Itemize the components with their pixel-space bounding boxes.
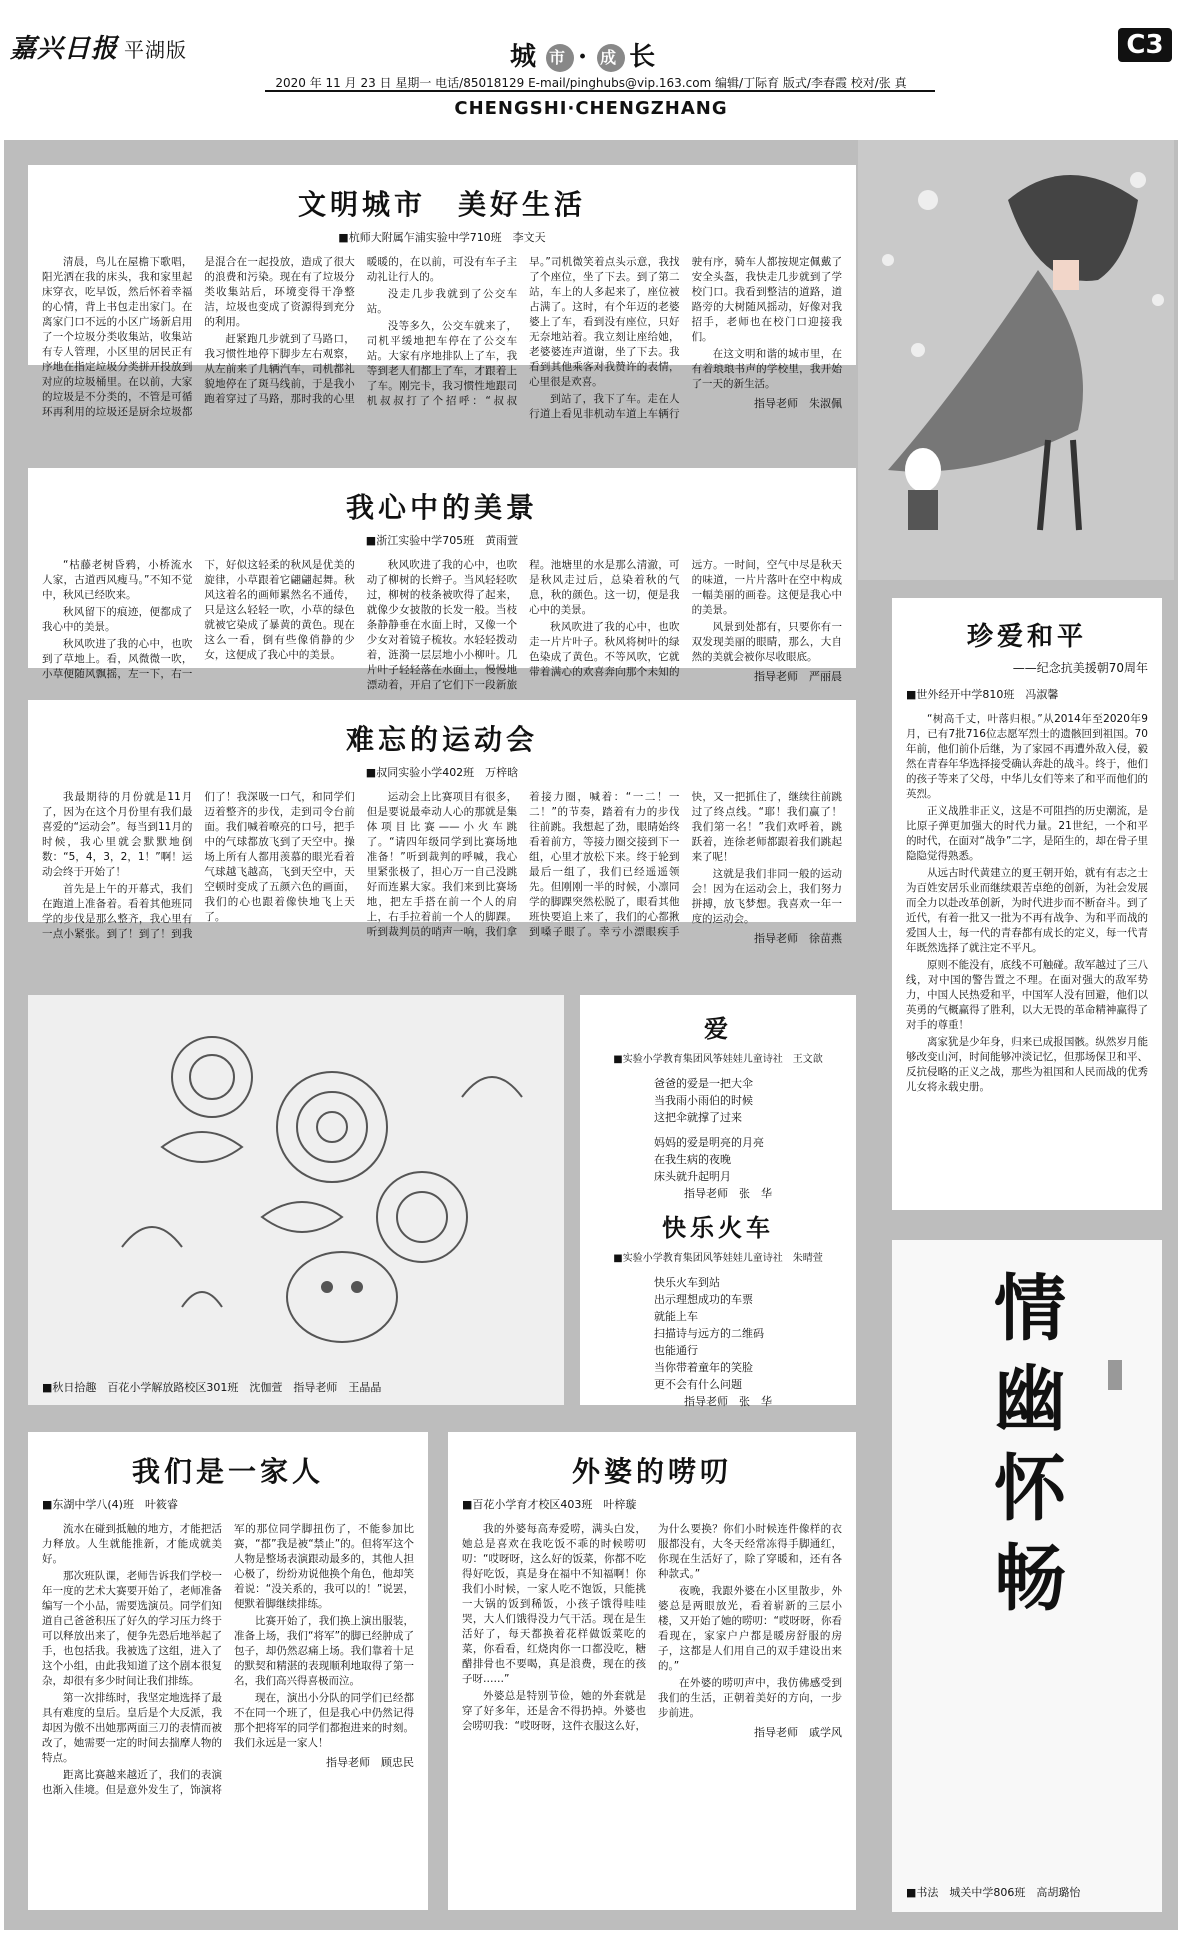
section-char-dot: 市 bbox=[546, 44, 574, 72]
article-title: 文明城市 美好生活 bbox=[297, 188, 586, 221]
article-grandma-nagging bbox=[448, 1432, 856, 1910]
paragraph: 外婆总是特别节俭，她的外套就是穿了好多年，还是舍不得扔掉。外婆也会唠叨我：“哎呀呀，这件衣服这么好，为什么要换？你们小时候连件像样的衣服都没有，大冬天经常冻得手脚通红，你现在生活好了，除了穿暖和，还有各种款式。” bbox=[462, 1523, 842, 1732]
paragraph: 离家犹是少年身，归来已成报国骸。纵然岁月能够改变山河，时间能够冲淡记忆，但那场保卫和平、反抗侵略的正义之战，那些为祖国和人民而战的优秀儿女将永载史册。 bbox=[906, 1036, 1148, 1093]
paragraph: 正义战胜非正义，这是不可阻挡的历史潮流，是比原子弹更加强大的时代力量。21世纪，一个和平的时代，在面对“战争”二字，是陌生的，却在骨子里隐隐觉得熟悉。 bbox=[906, 805, 1148, 862]
poem-line: 出示理想成功的车票 bbox=[654, 1293, 753, 1306]
poem-line: 也能通行 bbox=[654, 1344, 698, 1357]
article-cherish-peace bbox=[892, 598, 1162, 1210]
teacher-credit: 指导老师 戚学风 bbox=[754, 1726, 842, 1739]
section-char: 城 bbox=[510, 42, 543, 72]
paragraph: 从远古时代黄建立的夏王朝开始，就有有志之士为百姓安居乐业而继续艰苦卓绝的创新，为社会发展而全力以赴改革创新，为时代进步而不断奋斗。到了近代，有着一批又一批为不再有战争、为和平而战的爱国人士，每一代的青春都有成长的定义，每一代青年既然选择了就注定不平凡。 bbox=[906, 867, 1148, 954]
section-char-dot: 成 bbox=[597, 44, 625, 72]
poem-line: 更不会有什么问题 bbox=[654, 1378, 742, 1391]
teacher-credit: 指导老师 徐苗燕 bbox=[753, 932, 842, 945]
article-title: 难忘的运动会 bbox=[345, 723, 538, 756]
dateline: 2020 年 11 月 23 日 星期一 电话/85018129 E-mail/pinghubs@vip.163.com 编辑/丁际育 版式/李春霞 校对/张 真 bbox=[275, 76, 907, 90]
paragraph: 在这文明和谐的城市里，在有着琅琅书声的学校里，我开始了一天的新生活。 bbox=[691, 348, 842, 390]
calligraphy-artwork: 情幽怀畅 bbox=[982, 1270, 1067, 1630]
poem-panel bbox=[580, 995, 856, 1408]
brand-name: 嘉兴日报 bbox=[10, 34, 119, 64]
paragraph: 距离比赛越来越近了，我们的表演也渐入佳境。但是意外发生了，饰演将军的那位同学脚扭伤了，不能参加比赛，“都”我是被“禁止”的。但将军这个人物是整场表演跟动最多的，其他人担心极了，纷纷劝说他换个角色，他却笑着说：“没关系的，我可以的！”说罢，便默着脚继续排练。 bbox=[42, 1523, 414, 1796]
article-body bbox=[42, 1522, 414, 1798]
paragraph: “枯藤老树昏鸦，小桥流水人家，古道西风瘦马。”不知不觉中，秋风已经吹来。 bbox=[42, 559, 193, 601]
paragraph: 夜晚，我跟外婆在小区里散步，外婆总是两眼放光，看着崭新的三层小楼，又开始了她的唠叨：“哎呀呀，你看看现在，家家户户都是暖房舒服的房子，这都是人们用自己的双手建设出来的。” bbox=[658, 1585, 842, 1672]
article-body bbox=[42, 790, 842, 946]
teacher-credit: 指导老师 张 华 bbox=[684, 1187, 772, 1200]
calligraphy-caption: ■书法 城关中学806班 高胡璐怡 bbox=[906, 1886, 1081, 1899]
article-byline: ■东湖中学八(4)班 叶筱睿 bbox=[42, 1498, 178, 1511]
article-byline: ■百花小学育才校区403班 叶梓璇 bbox=[462, 1498, 637, 1511]
paragraph: “树高千丈，叶落归根。”从2014年至2020年9月，已有7批716位志愿军烈士的遗骸回到祖国。70年前，他们前仆后继，为了家园不再遭外敌入侵，毅然在青春年华选择接受确认奔赴的战斗。终于，他们的孩子等来了父母，中华儿女们等来了和平而他们的英烈。 bbox=[906, 713, 1148, 800]
article-subtitle: ——纪念抗美援朝70周年 bbox=[1012, 661, 1148, 675]
poem-line: 当我雨小雨伯的时候 bbox=[654, 1094, 753, 1107]
paragraph: 没走几步我就到了公交车站。 bbox=[366, 288, 518, 315]
section-title: 城 市 · 成 长 bbox=[510, 42, 662, 72]
masthead bbox=[0, 0, 1182, 120]
paragraph: 清晨，鸟儿在屋檐下歌唱，阳光洒在我的床头，我和家里起床穿衣，吃早饭，然后怀着幸福的心情，背上书包走出家门。在离家门口不远的小区广场新启用了一个垃圾分类收集站，收集站有专人管理，小区里的居民正有序地在指定垃圾分类拼开投放到对应的垃圾桶里。在以前，大家的垃圾是不分类的，不管是可循环再利用的垃圾还是厨余垃圾都是混合在一起投放，造成了很大的浪费和污染。现在有了垃圾分类收集站后，环境变得干净整洁，垃圾也变成了资源得到充分的利用。 bbox=[42, 256, 355, 418]
paragraph: 赶紧跑几步就到了马路口，我习惯性地停下脚步左右观察，从左前来了几辆汽车，司机都礼貌地停在了斑马线前，于是我小跑着穿过了马路，那时我的心里暖暖的，在以前，可没有车子主动礼让行人的。 bbox=[204, 256, 518, 405]
calligraphy-panel bbox=[892, 1240, 1162, 1912]
edition-name: 平湖版 bbox=[124, 38, 188, 62]
paragraph: 那次班队课，老师告诉我们学校一年一度的艺术大赛要开始了，老师准备编写一个小品，需要选演员。同学们知道自己爸爸积压了好久的学习压力终于可以释放出来了，便争先恐后地举起了手，也包括我。我被选了这组，进入了这个小组，由此我知道了这个剧本很复杂，却很有多少时间让我们排练。 bbox=[42, 1570, 222, 1687]
article-beautiful-scenery bbox=[28, 468, 856, 691]
article-body bbox=[42, 558, 842, 693]
flower-drawing-icon bbox=[42, 1007, 550, 1367]
poem-line: 扫描诗与远方的二维码 bbox=[654, 1327, 764, 1340]
poem-line: 在我生病的夜晚 bbox=[654, 1153, 731, 1166]
paragraph: 秋风留下的痕迹，便都成了我心中的美景。 bbox=[42, 606, 193, 633]
poem-byline: ■实验小学教育集团风筝娃娃儿童诗社 王文歆 bbox=[613, 1054, 823, 1065]
article-title: 我心中的美景 bbox=[345, 491, 538, 524]
drawing-caption: ■秋日拾趣 百花小学解放路校区301班 沈伽萱 指导老师 王晶晶 bbox=[42, 1381, 382, 1394]
newspaper-brand bbox=[10, 28, 187, 65]
poem-stanza-gap bbox=[654, 1126, 842, 1134]
article-title: 外婆的唠叨 bbox=[571, 1455, 732, 1488]
teacher-credit: 指导老师 张 华 bbox=[684, 1395, 772, 1408]
paragraph: 首先是上午的开幕式，我们在跑道上准备着。看着其他班同学的步伐是那么整齐，我心里有一点小紧张。到了！到了！到我们了！我深吸一口气，和同学们迈着整齐的步伐，走到司令台前面。我们喊着嘹亮的口号，把手中的气球都放飞到了天空中。操场上所有人都用羡慕的眼光看着气球越飞越高，飞到天空中，天空顿时变成了五颜六色的画面，我们的心也跟着像快地飞上天了。 bbox=[42, 791, 355, 940]
poem-title: 爱 bbox=[704, 1014, 732, 1043]
teacher-credit: 指导老师 顾忠民 bbox=[326, 1756, 414, 1769]
paragraph: 流水在碰到抵触的地方，才能把活力释放。人生就能推新，才能成就美好。 bbox=[42, 1523, 222, 1565]
paragraph: 我最期待的月份就是11月了，因为在这个月份里有我们最喜爱的“运动会”。每当到11月的时候，我心里就会默默地倒数：“5，4，3，2，1！”啊！运动会终于开始了！ bbox=[42, 791, 193, 878]
article-byline: ■叔同实验小学402班 万梓晗 bbox=[365, 766, 519, 779]
article-byline: ■浙江实验中学705班 黄雨萱 bbox=[365, 534, 519, 547]
teacher-credit: 指导老师 严丽晨 bbox=[753, 670, 842, 683]
article-one-family bbox=[28, 1432, 428, 1910]
paragraph: 在外婆的唠叨声中，我仿佛感受到我们的生活，正朝着美好的方向，一步步前进。 bbox=[658, 1677, 842, 1719]
article-title: 我们是一家人 bbox=[131, 1455, 324, 1488]
paragraph: 比赛开始了，我们换上演出服装，准备上场，我们“将军”的脚已经肿成了包子，却仍然忍痛上场。我们靠着十足的默契和精湛的表现顺利地取得了第一名，我们高兴得喜极而泣。 bbox=[234, 1615, 414, 1687]
article-body bbox=[42, 255, 842, 422]
poem-line: 妈妈的爱是明亮的月亮 bbox=[654, 1136, 764, 1149]
poem-body bbox=[654, 1075, 842, 1202]
paragraph: 第一次排练时，我坚定地选择了最具有难度的皇后。皇后是个大反派，我却因为傲不出她那两面三刀的表情而被改了，她需要一定的时间去揣摩人物的特点。 bbox=[42, 1692, 222, 1764]
article-sports-meet bbox=[28, 700, 856, 945]
poem-line: 就能上车 bbox=[654, 1310, 698, 1323]
header-rule bbox=[265, 90, 935, 92]
paragraph: 秋风吹进了我的心中，也吹动了柳树的长辫子。当风轻轻吹过，柳树的枝条被吹得了起来，就像少女披散的长发一般。当枝条静静垂在水面上时，又像一个少女对着镜子梳妆。水轻轻拨动着，涟漪一层层地小小柳叶。几片叶子轻轻落在水面上，慢慢地漂动着，开启了它们下一段新旅程。池塘里的水是那么清澈，可是秋风走过后，总染着秋的气息，秋的颜色。这一切，便是我心中的美景。 bbox=[366, 559, 680, 691]
poem-line: 床头就升起明月 bbox=[654, 1170, 731, 1183]
page-number: C3 bbox=[1118, 28, 1172, 62]
poem-body bbox=[654, 1274, 842, 1410]
section-char: 长 bbox=[629, 42, 662, 72]
paragraph: 风景到处都有，只要你有一双发现美丽的眼睛，那么，大自然的美就会被你尽收眼底。 bbox=[691, 621, 842, 663]
poem-title: 快乐火车 bbox=[662, 1213, 774, 1242]
article-title: 珍爱和平 bbox=[966, 622, 1087, 652]
paragraph: 秋风吹进了我的心中，也吹到了草地上。看，风微微一吹，小草便随风飘摇，左一下，右一下，好似这轻柔的秋风是优美的旋律，小草跟着它翩翩起舞。秋风这着名的画师累然名不通传，只是这么轻轻一吹，小草的绿色就被它染成了暴黄的黄色。现在这么一看，倒有些像俏静的少女，这便成了我心中的美景。 bbox=[42, 559, 355, 680]
paragraph: 现在，演出小分队的同学们已经都不在同一个班了，但是我心中仍然记得那个把将军的同学们都抱进来的时刻。我们永远是一家人！ bbox=[234, 1692, 414, 1749]
poem-line: 当你带着童年的笑脸 bbox=[654, 1361, 753, 1374]
poem-line: 快乐火车到站 bbox=[654, 1276, 720, 1289]
paragraph: 秋风吹进了我的心中，也吹走一片片叶子。秋风将树叶的绿色染成了黄色。不等风吹，它就带着满心的欢喜奔向那个未知的远方。一时间，空气中尽是秋天的味道，一片片落叶在空中构成一幅美丽的画卷。这便是我心中的美景。 bbox=[529, 559, 842, 678]
poem-byline: ■实验小学教育集团风筝娃娃儿童诗社 朱晴萱 bbox=[613, 1253, 823, 1264]
article-civilized-city bbox=[28, 165, 856, 420]
paragraph: 到站了，我下了车。走在人行道上看见非机动车道上车辆行驶有序，骑车人都按规定佩戴了安全头盔，我快走几步就到了学校门口。我看到整洁的道路，道路旁的大树随风摇动，好像对我招手，老师也在校门口迎接我们。 bbox=[529, 256, 842, 420]
decorative-illustration bbox=[858, 140, 1174, 580]
seal-stamp-icon bbox=[1108, 1360, 1122, 1390]
article-body bbox=[462, 1522, 842, 1740]
drawing-panel bbox=[28, 995, 564, 1405]
teacher-credit: 指导老师 朱淑佩 bbox=[753, 397, 842, 410]
girl-illustration-icon bbox=[858, 140, 1174, 580]
paragraph: 运动会上比赛项目有很多，但是要说最牵动人心的那就是集体项目比赛——小火车跳了。“请四年级同学到比赛场地准备！”听到裁判的呼喊，我心里紧张极了，担心万一自己没跳好而连累大家。我们来到比赛场地，把左手搭在前一个人的肩上，右手拉着前一个人的脚踝。听到裁判员的哨声一响，我们拿着接力圈，喊着：“一二！一二！”的节奏，踏着有力的步伐往前跳。我想起了劲，眼睛始终看着前方，等接力圈交接到下一组，心里才放松下来。终于轮到最后一组了，我们已经遥遥领先。但刚刚一半的时候，小凛同学的脚踝突然松脱了，眼看其他班快要追上来了，我们的心都揪到嗓子眼了。幸亏小漂眼疾手快，又一把抓住了，继续往前跳过了终点线。“耶！我们赢了！我们第一名！”我们欢呼着，跳跃着，连徐老师都跟着我们跳起来了呢！ bbox=[366, 791, 842, 938]
poem-line: 这把伞就撑了过来 bbox=[654, 1111, 742, 1124]
paragraph: 没等多久，公交车就来了，司机平缓地把车停在了公交车站。大家有序地排队上了车，我等到老人们都上了车，才跟着上了车。刚完卡，我习惯性地跟司机叔叔打了个招呼：“叔叔早。”司机微笑着点头示意，我找了个座位，坐了下去。到了第二站，车上的人多起来了，座位被占满了。这时，有个年迈的老婆婆上了车，看到没有座位，只好无奈地站着。我立刻让座给她，老婆婆连声道谢，坐了下去。我看到其他乘客对我赞许的表情，心里很是欢喜。 bbox=[366, 256, 680, 407]
section-pinyin: CHENGSHI·CHENGZHANG bbox=[454, 98, 728, 119]
paragraph: 我的外婆每高寿爱唠，满头白发，她总是喜欢在我吃饭不乖的时候唠叨叨：“哎呀呀，这么好的饭菜，你都不吃得好吃饭，真是身在福中不知福啊！你我们小时候，一家人吃不饱饭，只能挑一大锅的饭到稀饭，小孩子饿得哇哇哭，大人们饿得没力气干活。现在是生活好了，每天都换着花样做饭菜吃的菜，你看看，红烧肉你一口都没吃，糖醋排骨也不要喝，真是浪费，现在的孩子呀……” bbox=[462, 1523, 646, 1685]
paragraph: 原则不能没有，底线不可触碰。敌军越过了三八线，对中国的警告置之不理。在面对强大的敌军势力，中国人民热爱和平，中国军人没有回避，他们以英勇的气概赢得了胜利，以大无畏的革命精神赢得了对手的尊重！ bbox=[906, 959, 1148, 1031]
paragraph: 这就是我们非同一般的运动会！因为在运动会上，我们努力拼搏，放飞梦想。我喜欢一年一度的运动会。 bbox=[691, 868, 842, 925]
article-byline: ■世外经开中学810班 冯淑馨 bbox=[906, 688, 1059, 701]
article-body bbox=[906, 712, 1148, 1097]
article-byline: ■杭师大附属乍浦实验中学710班 李文天 bbox=[338, 231, 546, 244]
poem-line: 爸爸的爱是一把大伞 bbox=[654, 1077, 753, 1090]
